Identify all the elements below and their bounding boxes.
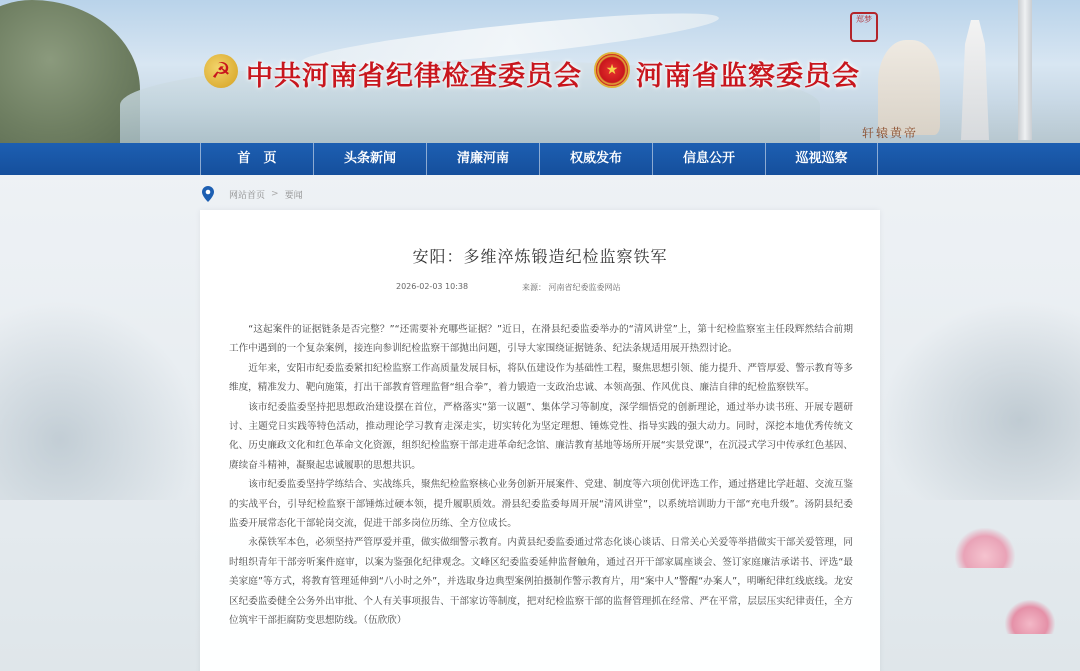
bg-lotus (955, 528, 1015, 568)
bg-lotus-small (1005, 600, 1055, 634)
nav-item-headlines[interactable]: 头条新闻 (313, 143, 426, 175)
banner-statue (878, 40, 940, 135)
article-paragraph: 永葆铁军本色，必须坚持严管厚爱并重，做实做细警示教育。内黄县纪委监委通过常态化谈心谈话、日常关心关爱等举措做实干部关爱管理，同时组织青年干部旁听案件庭审，以案为鉴强化纪律观念。文峰区纪委监委延伸监督触角，通过召开干部家属座谈会、签订家庭廉洁承诺书、评选“最美家庭”等方式，将教育管理延伸到“八小时之外”，并选取身边典型案例拍摄制作警示教育片，用“案中人”警醒“办案人”，明晰纪律红线底线。龙安区纪委监委健全公务外出审批、个人有关事项报告、干部家访等制度，把对纪检监察干部的监督管理抓在经常、严在平常，层层压实纪律责任，全方位筑牢干部拒腐防变思想防线。（伍欣欣） (229, 537, 853, 627)
banner-pagoda (955, 20, 995, 140)
nav-item-releases[interactable]: 权威发布 (539, 143, 652, 175)
breadcrumb-separator: > (271, 189, 279, 199)
national-emblem-icon: ★ (594, 52, 630, 88)
main-nav (0, 143, 1080, 175)
article-paragraph: 该市纪委监委坚持学练结合、实战练兵，聚焦纪检监察核心业务创新开展案件、党建、制度等六项创优评选工作，通过搭建比学赶超、交流互鉴的实战平台，引导纪检监察干部锤炼过硬本领，提升履职质效。滑县纪委监委每周开展“清风讲堂”，以系统培训助力干部“充电升级”。汤阴县纪委监委开展常态化干部轮岗交流，促进干部多岗位历练、全方位成长。 (229, 479, 853, 530)
nav-item-home[interactable]: 首 页 (200, 143, 313, 175)
hammer-sickle-icon: ☭ (204, 54, 238, 88)
banner-tv-tower (1018, 0, 1032, 140)
header-banner (0, 0, 1080, 143)
article-date: 2026-02-03 10:38 (396, 282, 469, 291)
article-paragraph: “这起案件的证据链条是否完整？”“还需要补充哪些证据？”近日，在滑县纪委监委举办的“清风讲堂”上，第十纪检监察室主任段辉然结合前期工作中遇到的一个复杂案例，接连向参训纪检监察干部抛出问题，引导大家围绕证据链条、纪法条规适用展开热烈讨论。 (229, 324, 853, 355)
nav-list (200, 143, 878, 175)
article-paragraph: 近年来，安阳市纪委监委紧扣纪检监察工作高质量发展目标，将队伍建设作为基础性工程，聚焦思想引领、能力提升、严管厚爱、警示教育等多维度，精准发力、靶向施策，打出干部教育管理监督“组合拳”，着力锻造一支政治忠诚、本领高强、作风优良、廉洁自律的纪检监察铁军。 (229, 362, 853, 394)
bg-mountain-left (0, 300, 200, 500)
article-paragraph: 该市纪委监委坚持把思想政治建设摆在首位，严格落实“第一议题”、集体学习等制度，深学细悟党的创新理论，通过举办读书班、开展专题研讨、主题党日实践等特色活动，推动理论学习教育走深走实，切实转化为坚定理想、锤炼党性、指导实践的强大动力。同时，深挖本地优秀传统文化、历史廉政文化和红色革命文化资源，组织纪检监察干部走进革命纪念馆、廉洁教育基地等场所开展“实景党课”，在沉浸式学习中传承红色基因、赓续奋斗精神，凝聚起忠诚履职的思想共识。 (229, 401, 853, 471)
bg-mountain-right (880, 300, 1080, 500)
article-body (229, 320, 853, 631)
breadcrumb-home[interactable]: 网站首页 (229, 190, 266, 201)
site-title-gov: 河南省监察委员会 (636, 61, 860, 92)
location-pin-icon (201, 186, 215, 202)
banner-rock (0, 0, 140, 143)
banner-caption: 轩辕黄帝 (862, 126, 919, 140)
breadcrumb-current[interactable]: 要闻 (284, 190, 303, 201)
nav-item-inspection[interactable]: 巡视巡察 (765, 143, 878, 175)
article-source: 来源： 河南省纪委监委网站 (522, 283, 621, 292)
breadcrumb (201, 186, 303, 202)
banner-seal: 郑梦 (850, 12, 878, 42)
article-panel (200, 210, 880, 671)
site-title-party: 中共河南省纪律检查委员会 (246, 61, 582, 92)
article-title: 安阳：多维淬炼锻造纪检监察铁军 (412, 247, 668, 266)
nav-item-info-disclosure[interactable]: 信息公开 (652, 143, 765, 175)
nav-item-clean-henan[interactable]: 清廉河南 (426, 143, 539, 175)
